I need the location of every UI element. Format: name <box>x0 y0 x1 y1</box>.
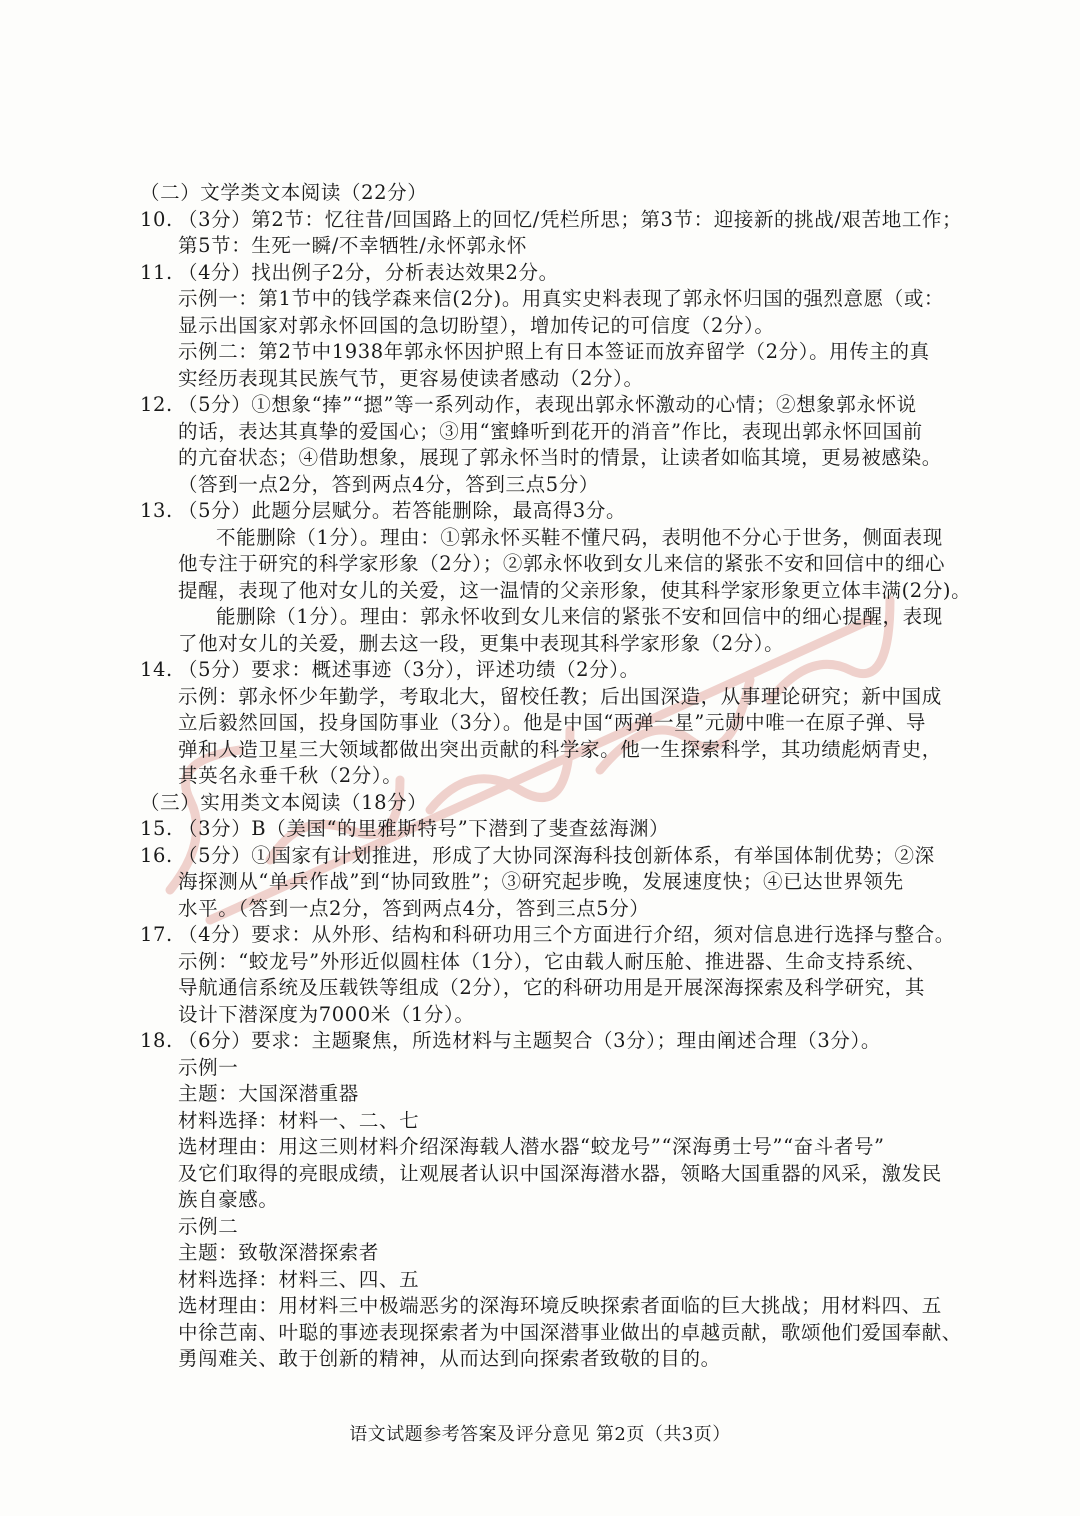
question-18 <box>0 1028 1080 1055</box>
answer-line: 的亢奋状态；④借助想象，展现了郭永怀当时的情景，让读者如临其境，更易被感染。 <box>178 446 942 469</box>
question-number: 14. <box>140 658 173 681</box>
answer-line: 显示出国家对郭永怀回国的急切盼望），增加传记的可信度（2分）。 <box>178 313 775 337</box>
section-title-practical: （三）实用类文本阅读（18分） <box>140 790 428 814</box>
answer-line: （3分）B（美国“的里雅斯特号”下潜到了斐查兹海渊） <box>178 817 670 840</box>
question-16 <box>0 843 1080 870</box>
answer-content <box>0 180 1080 1373</box>
question-17 <box>0 922 1080 949</box>
answer-line: （5分）要求：概述事迹（3分），评述功绩（2分）。 <box>178 658 640 681</box>
answer-line: 设计下潜深度为7000米（1分）。 <box>178 1002 475 1026</box>
answer-line: 主题：致敬深潜探索者 <box>178 1241 380 1264</box>
question-14 <box>0 657 1080 684</box>
question-12 <box>0 392 1080 419</box>
answer-line: 族自豪感。 <box>178 1188 279 1211</box>
page-footer: 语文试题参考答案及评分意见 第2页（共3页） <box>349 1424 731 1445</box>
answer-line: 他专注于研究的科学家形象（2分）；②郭永怀收到女儿来信的紧张不安和回信中的细心 <box>178 552 946 575</box>
answer-line: （5分）①国家有计划推进，形成了大协同深海科技创新体系，有举国体制优势；②深 <box>178 843 935 867</box>
question-number: 10. <box>140 207 173 231</box>
question-number: 11. <box>140 260 173 284</box>
example-heading: 示例二 <box>178 1214 239 1238</box>
answer-line: 及它们取得的亮眼成绩，让观展者认识中国深海潜水器，领略大国重器的风采，激发民 <box>178 1161 942 1185</box>
question-11 <box>0 260 1080 287</box>
answer-line: （5分）此题分层赋分。若答能删除，最高得3分。 <box>178 499 627 522</box>
answer-line: 能删除（1分）。理由：郭永怀收到女儿来信的紧张不安和回信中的细心提醒，表现 <box>216 605 943 628</box>
answer-line: （4分）找出例子2分，分析表达效果2分。 <box>178 260 559 284</box>
answer-line: 水平。（答到一点2分，答到两点4分，答到三点5分） <box>178 896 650 920</box>
answer-line: （5分）①想象“捧”“摁”等一系列动作，表现出郭永怀激动的心情；②想象郭永怀说 <box>178 393 917 416</box>
question-10 <box>0 207 1080 234</box>
answer-line: 主题：大国深潜重器 <box>178 1082 359 1105</box>
question-13 <box>0 498 1080 525</box>
answer-line: 立后毅然回国，投身国防事业（3分）。他是中国“两弹一星”元勋中唯一在原子弹、导 <box>178 711 926 734</box>
answer-line: （6分）要求：主题聚焦，所选材料与主题契合（3分）；理由阐述合理（3分）。 <box>178 1029 881 1052</box>
section-title-literary: （二）文学类文本阅读（22分） <box>140 181 428 204</box>
answer-line: 弹和人造卫星三大领域都做出突出贡献的科学家。他一生探索科学，其功绩彪炳青史， <box>178 737 942 761</box>
answer-line: 其英名永垂千秋（2分）。 <box>178 764 403 787</box>
answer-line: 选材理由：用这三则材料介绍深海载人潜水器“蛟龙号”“深海勇士号”“奋斗者号” <box>178 1135 885 1158</box>
answer-line: 示例：郭永怀少年勤学，考取北大，留校任教；后出国深造，从事理论研究；新中国成 <box>178 684 942 708</box>
question-15 <box>0 816 1080 843</box>
answer-line: 第5节：生死一瞬/不幸牺牲/永怀郭永怀 <box>178 234 527 257</box>
answer-line: 海探测从“单兵作战”到“协同致胜”；③研究起步晚，发展速度快；④已达世界领先 <box>178 870 904 893</box>
answer-line: 材料选择：材料三、四、五 <box>178 1267 420 1291</box>
answer-line: （4分）要求：从外形、结构和科研功用三个方面进行介绍，须对信息进行选择与整合。 <box>178 923 955 946</box>
answer-line: 提醒，表现了他对女儿的关爱，这一温情的父亲形象，使其科学家形象更立体丰满(2分)。 <box>178 578 972 602</box>
answer-line: 了他对女儿的关爱，删去这一段，更集中表现其科学家形象（2分）。 <box>178 631 785 655</box>
question-number: 17. <box>140 923 173 946</box>
question-number: 15. <box>140 817 173 840</box>
answer-line: （答到一点2分，答到两点4分，答到三点5分） <box>178 472 599 496</box>
answer-line: 示例二：第2节中1938年郭永怀因护照上有日本签证而放弃留学（2分）。用传主的真 <box>178 340 930 363</box>
question-number: 16. <box>140 843 173 867</box>
question-number: 12. <box>140 393 173 416</box>
question-number: 13. <box>140 499 173 522</box>
answer-line: 示例：“蛟龙号”外形近似圆柱体（1分），它由载人耐压舱、推进器、生命支持系统、 <box>178 949 926 973</box>
question-number: 18. <box>140 1029 173 1052</box>
answer-line: 选材理由：用材料三中极端恶劣的深海环境反映探索者面临的巨大挑战；用材料四、五 <box>178 1294 942 1317</box>
answer-line: （3分）第2节：忆往昔/回国路上的回忆/凭栏所思；第3节：迎接新的挑战/艰苦地工作； <box>178 207 963 231</box>
answer-line: 勇闯难关、敢于创新的精神，从而达到向探索者致敬的目的。 <box>178 1347 721 1370</box>
example-heading: 示例一 <box>178 1055 239 1079</box>
answer-line: 示例一：第1节中的钱学森来信(2分)。用真实史料表现了郭永怀归国的强烈意愿（或： <box>178 287 945 310</box>
answer-line: 实经历表现其民族气节，更容易使读者感动（2分）。 <box>178 366 644 390</box>
answer-line: 中徐芑南、叶聪的事迹表现探索者为中国深潜事业做出的卓越贡献，歌颂他们爱国奉献、 <box>178 1320 962 1344</box>
answer-line: 导航通信系统及压载铁等组成（2分），它的科研功用是开展深海探索及科学研究，其 <box>178 976 925 999</box>
answer-line: 的话，表达其真挚的爱国心；③用“蜜蜂听到花开的消音”作比，表现出郭永怀回国前 <box>178 419 923 443</box>
answer-line: 材料选择：材料一、二、七 <box>178 1108 420 1132</box>
answer-line: 不能删除（1分）。理由：①郭永怀买鞋不懂尺码，表明他不分心于世务，侧面表现 <box>216 525 943 549</box>
